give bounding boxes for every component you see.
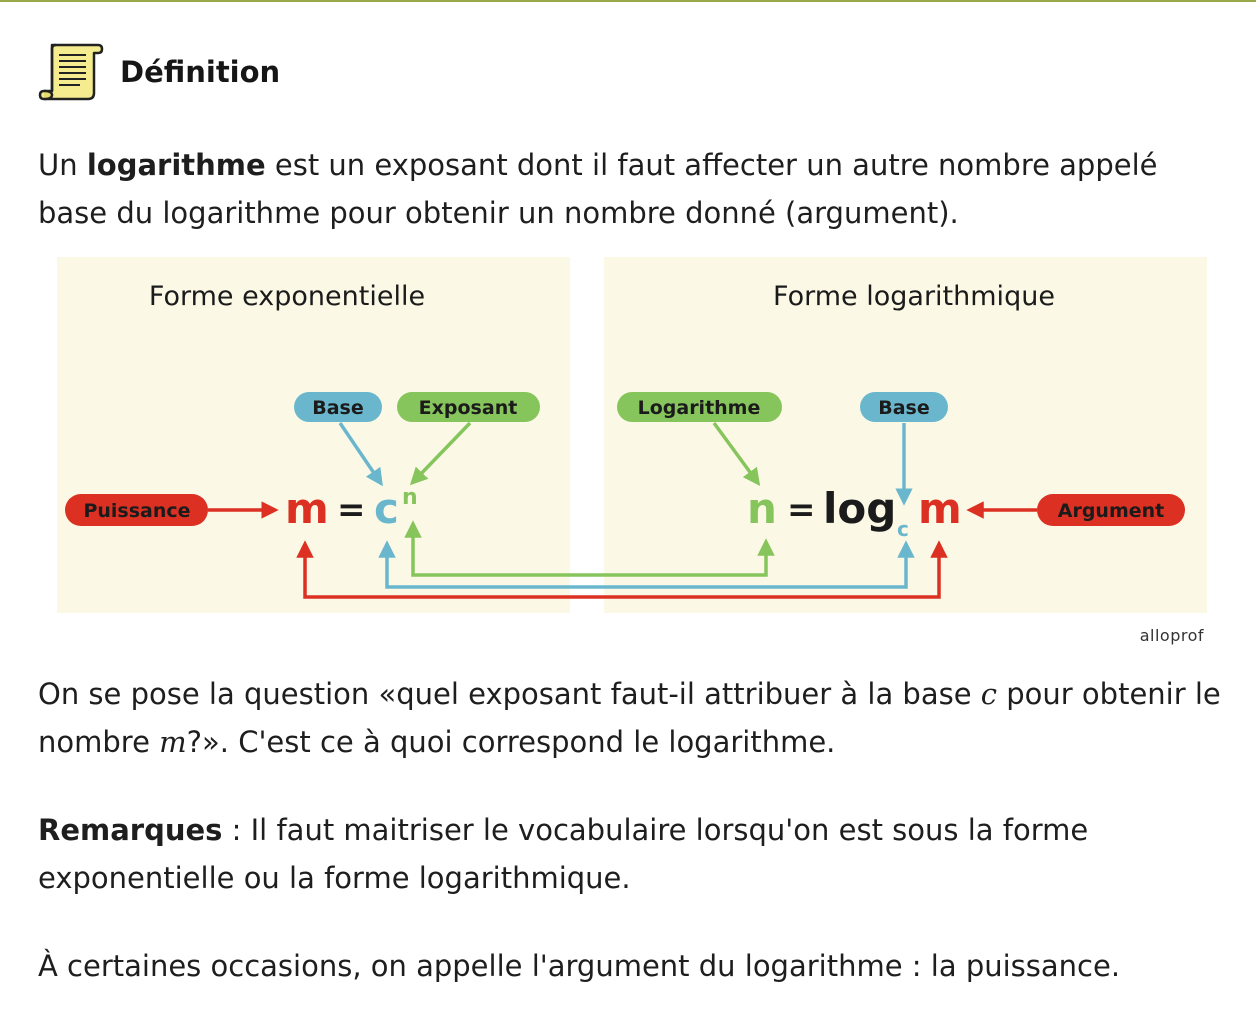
definition-title: Définition [120, 55, 281, 89]
exposant-label: Exposant [418, 397, 518, 419]
scroll-icon [38, 41, 104, 103]
puissance-label: Puissance [83, 500, 191, 522]
base-right-label: Base [878, 397, 930, 419]
exp-m: m [285, 484, 329, 533]
var-c: c [980, 677, 998, 711]
exp-c: c [374, 484, 399, 533]
intro-rest: est un exposant dont il faut affecter un autre nombre appelé base du logarithme pour obtenir un nombre donné (argument). [38, 148, 1158, 230]
top-rule [0, 0, 1256, 2]
left-panel-title: Forme exponentielle [148, 281, 426, 312]
remarks-paragraph [38, 806, 1228, 902]
exp-n: n [402, 485, 418, 510]
right-panel-title: Forme logarithmique [773, 281, 1055, 312]
logarithm-diagram [57, 257, 1207, 613]
var-m: m [159, 725, 187, 759]
question-part3: ?». C'est ce à quoi correspond le logarithme. [186, 725, 836, 759]
log-equals: = [787, 490, 816, 530]
log-word: log [823, 484, 897, 533]
definition-header [38, 40, 280, 104]
question-paragraph [38, 670, 1228, 766]
question-part1: On se pose la question «quel exposant faut-il attribuer à la base [38, 677, 981, 711]
image-credit: alloprof [1139, 626, 1204, 645]
log-subscript-c: c [897, 517, 909, 541]
log-m: m [918, 484, 962, 533]
note-paragraph: À certaines occasions, on appelle l'argument du logarithme : la puissance. [38, 949, 1121, 983]
logarithme-label: Logarithme [637, 397, 761, 419]
intro-prefix: Un [38, 148, 87, 182]
remarks-text: : Il faut maitriser le vocabulaire lorsqu'on est sous la forme exponentielle ou la forme logarithmique. [38, 813, 1089, 895]
log-n: n [747, 484, 777, 533]
argument-label: Argument [1057, 500, 1165, 522]
remarks-label: Remarques [38, 813, 223, 847]
question-part2: pour obtenir le nombre [38, 677, 1221, 759]
exp-equals: = [337, 490, 366, 530]
base-left-label: Base [312, 397, 364, 419]
intro-paragraph [38, 141, 1228, 237]
intro-term: logarithme [86, 148, 266, 182]
